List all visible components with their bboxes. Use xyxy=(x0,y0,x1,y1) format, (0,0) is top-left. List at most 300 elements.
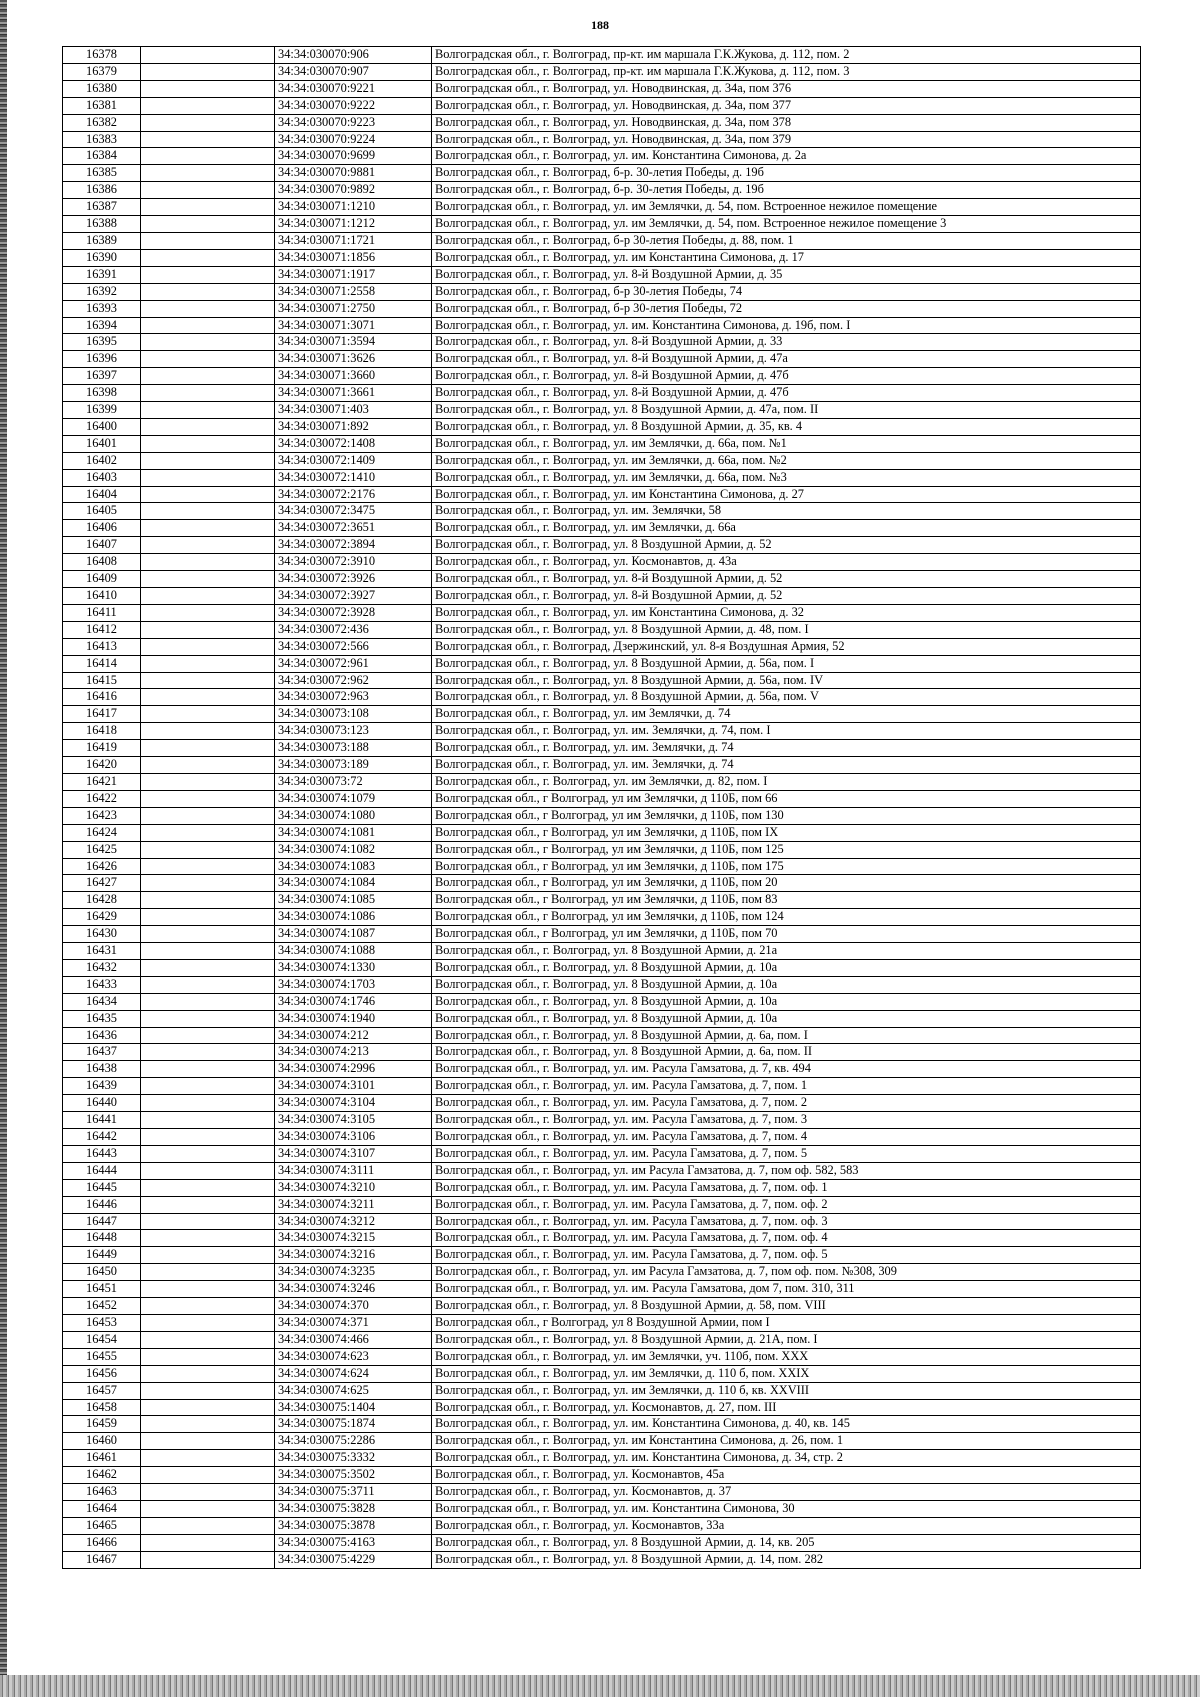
table-row xyxy=(63,317,1141,334)
address-cell: Волгоградская обл., г. Волгоград, ул. им Землячки, д. 66а, пом. №1 xyxy=(432,435,1141,452)
address-cell: Волгоградская обл., г. Волгоград, пр-кт. им маршала Г.К.Жукова, д. 112, пом. 3 xyxy=(432,63,1141,80)
cadastral-number-cell: 34:34:030074:212 xyxy=(275,1027,432,1044)
table-row xyxy=(63,537,1141,554)
empty-cell xyxy=(141,351,275,368)
empty-cell xyxy=(141,520,275,537)
address-cell: Волгоградская обл., г Волгоград, ул им Землячки, д 110Б, пом 125 xyxy=(432,841,1141,858)
empty-cell xyxy=(141,418,275,435)
table-row xyxy=(63,486,1141,503)
empty-cell xyxy=(141,402,275,419)
row-number-cell: 16383 xyxy=(63,131,141,148)
row-number-cell: 16393 xyxy=(63,300,141,317)
cadastral-number-cell: 34:34:030072:3475 xyxy=(275,503,432,520)
row-number-cell: 16406 xyxy=(63,520,141,537)
empty-cell xyxy=(141,909,275,926)
table-row xyxy=(63,1500,1141,1517)
address-cell: Волгоградская обл., г. Волгоград, ул. им Землячки, д. 82, пом. I xyxy=(432,773,1141,790)
row-number-cell: 16421 xyxy=(63,773,141,790)
address-cell: Волгоградская обл., г. Волгоград, б-р 30-летия Победы, 74 xyxy=(432,283,1141,300)
empty-cell xyxy=(141,131,275,148)
table-row xyxy=(63,216,1141,233)
empty-cell xyxy=(141,638,275,655)
cadastral-number-cell: 34:34:030070:9222 xyxy=(275,97,432,114)
table-row xyxy=(63,1314,1141,1331)
address-cell: Волгоградская обл., г. Волгоград, ул. им. Константина Симонова, д. 19б, пом. I xyxy=(432,317,1141,334)
table-row xyxy=(63,503,1141,520)
address-cell: Волгоградская обл., г. Волгоград, ул. Космонавтов, д. 37 xyxy=(432,1484,1141,1501)
table-row xyxy=(63,655,1141,672)
table-row xyxy=(63,1298,1141,1315)
address-cell: Волгоградская обл., г. Волгоград, ул. им. Расула Гамзатова, д. 7, пом. оф. 2 xyxy=(432,1196,1141,1213)
row-number-cell: 16392 xyxy=(63,283,141,300)
table-row xyxy=(63,554,1141,571)
address-cell: Волгоградская обл., г. Волгоград, ул. 8 Воздушной Армии, д. 6а, пом. I xyxy=(432,1027,1141,1044)
address-cell: Волгоградская обл., г. Волгоград, ул. им Константина Симонова, д. 26, пом. 1 xyxy=(432,1433,1141,1450)
cadastral-number-cell: 34:34:030070:9892 xyxy=(275,182,432,199)
cadastral-number-cell: 34:34:030074:3106 xyxy=(275,1129,432,1146)
cadastral-number-cell: 34:34:030070:9224 xyxy=(275,131,432,148)
address-cell: Волгоградская обл., г. Волгоград, ул. 8 Воздушной Армии, д. 21А, пом. I xyxy=(432,1331,1141,1348)
cadastral-number-cell: 34:34:030072:962 xyxy=(275,672,432,689)
row-number-cell: 16457 xyxy=(63,1382,141,1399)
row-number-cell: 16419 xyxy=(63,740,141,757)
scan-edge-bottom xyxy=(0,1675,1200,1697)
cadastral-number-cell: 34:34:030075:3828 xyxy=(275,1500,432,1517)
row-number-cell: 16401 xyxy=(63,435,141,452)
cadastral-number-cell: 34:34:030071:892 xyxy=(275,418,432,435)
cadastral-number-cell: 34:34:030074:3111 xyxy=(275,1162,432,1179)
row-number-cell: 16395 xyxy=(63,334,141,351)
table-row xyxy=(63,232,1141,249)
empty-cell xyxy=(141,469,275,486)
table-row xyxy=(63,520,1141,537)
empty-cell xyxy=(141,621,275,638)
empty-cell xyxy=(141,740,275,757)
address-cell: Волгоградская обл., г Волгоград, ул им Землячки, д 110Б, пом 130 xyxy=(432,807,1141,824)
address-cell: Волгоградская обл., г. Волгоград, ул. им. Расула Гамзатова, д. 7, пом. оф. 4 xyxy=(432,1230,1141,1247)
address-cell: Волгоградская обл., г. Волгоград, ул. Космонавтов, д. 27, пом. III xyxy=(432,1399,1141,1416)
address-cell: Волгоградская обл., г. Волгоград, ул. Космонавтов, 45а xyxy=(432,1467,1141,1484)
address-cell: Волгоградская обл., г. Волгоград, ул. им. Расула Гамзатова, д. 7, пом. оф. 1 xyxy=(432,1179,1141,1196)
cadastral-number-cell: 34:34:030073:189 xyxy=(275,757,432,774)
table-row xyxy=(63,943,1141,960)
address-cell: Волгоградская обл., г. Волгоград, ул. Новодвинская, д. 34а, пом 377 xyxy=(432,97,1141,114)
registry-table-body xyxy=(63,47,1141,1569)
cadastral-number-cell: 34:34:030072:1410 xyxy=(275,469,432,486)
table-row xyxy=(63,1061,1141,1078)
empty-cell xyxy=(141,1450,275,1467)
empty-cell xyxy=(141,368,275,385)
cadastral-number-cell: 34:34:030074:1087 xyxy=(275,926,432,943)
row-number-cell: 16399 xyxy=(63,402,141,419)
empty-cell xyxy=(141,182,275,199)
table-row xyxy=(63,1078,1141,1095)
table-row xyxy=(63,1382,1141,1399)
empty-cell xyxy=(141,706,275,723)
row-number-cell: 16382 xyxy=(63,114,141,131)
empty-cell xyxy=(141,959,275,976)
address-cell: Волгоградская обл., г. Волгоград, ул. 8-й Воздушной Армии, д. 47б xyxy=(432,368,1141,385)
address-cell: Волгоградская обл., г. Волгоград, ул. 8 Воздушной Армии, д. 14, пом. 282 xyxy=(432,1551,1141,1568)
table-row xyxy=(63,402,1141,419)
address-cell: Волгоградская обл., г. Волгоград, ул. им Землячки, д. 66а xyxy=(432,520,1141,537)
empty-cell xyxy=(141,571,275,588)
empty-cell xyxy=(141,334,275,351)
cadastral-number-cell: 34:34:030074:3107 xyxy=(275,1145,432,1162)
empty-cell xyxy=(141,503,275,520)
row-number-cell: 16389 xyxy=(63,232,141,249)
address-cell: Волгоградская обл., г. Волгоград, ул. Новодвинская, д. 34а, пом 376 xyxy=(432,80,1141,97)
row-number-cell: 16441 xyxy=(63,1112,141,1129)
address-cell: Волгоградская обл., г. Волгоград, ул. им Землячки, д. 66а, пом. №3 xyxy=(432,469,1141,486)
row-number-cell: 16456 xyxy=(63,1365,141,1382)
address-cell: Волгоградская обл., г. Волгоград, ул. 8 Воздушной Армии, д. 35, кв. 4 xyxy=(432,418,1141,435)
cadastral-number-cell: 34:34:030073:188 xyxy=(275,740,432,757)
address-cell: Волгоградская обл., г. Волгоград, ул. им Расула Гамзатова, д. 7, пом оф. пом. №308, 309 xyxy=(432,1264,1141,1281)
address-cell: Волгоградская обл., г. Волгоград, ул. 8 Воздушной Армии, д. 47а, пом. II xyxy=(432,402,1141,419)
row-number-cell: 16454 xyxy=(63,1331,141,1348)
address-cell: Волгоградская обл., г. Волгоград, ул. 8-й Воздушной Армии, д. 52 xyxy=(432,588,1141,605)
row-number-cell: 16405 xyxy=(63,503,141,520)
address-cell: Волгоградская обл., г. Волгоград, ул. им Землячки, д. 110 б, кв. XXVIII xyxy=(432,1382,1141,1399)
empty-cell xyxy=(141,1517,275,1534)
cadastral-number-cell: 34:34:030072:3926 xyxy=(275,571,432,588)
empty-cell xyxy=(141,148,275,165)
cadastral-number-cell: 34:34:030075:3711 xyxy=(275,1484,432,1501)
empty-cell xyxy=(141,926,275,943)
row-number-cell: 16438 xyxy=(63,1061,141,1078)
cadastral-number-cell: 34:34:030070:9881 xyxy=(275,165,432,182)
table-row xyxy=(63,1416,1141,1433)
row-number-cell: 16439 xyxy=(63,1078,141,1095)
cadastral-number-cell: 34:34:030074:623 xyxy=(275,1348,432,1365)
table-row xyxy=(63,1517,1141,1534)
row-number-cell: 16416 xyxy=(63,689,141,706)
row-number-cell: 16449 xyxy=(63,1247,141,1264)
cadastral-number-cell: 34:34:030070:906 xyxy=(275,47,432,64)
address-cell: Волгоградская обл., г. Волгоград, б-р. 30-летия Победы, д. 19б xyxy=(432,165,1141,182)
empty-cell xyxy=(141,807,275,824)
row-number-cell: 16390 xyxy=(63,249,141,266)
table-row xyxy=(63,1365,1141,1382)
table-row xyxy=(63,334,1141,351)
table-row xyxy=(63,706,1141,723)
table-row xyxy=(63,165,1141,182)
empty-cell xyxy=(141,1061,275,1078)
table-row xyxy=(63,283,1141,300)
empty-cell xyxy=(141,604,275,621)
table-row xyxy=(63,1230,1141,1247)
empty-cell xyxy=(141,266,275,283)
table-row xyxy=(63,1010,1141,1027)
empty-cell xyxy=(141,1365,275,1382)
empty-cell xyxy=(141,63,275,80)
table-row xyxy=(63,1331,1141,1348)
table-row xyxy=(63,993,1141,1010)
table-row xyxy=(63,114,1141,131)
empty-cell xyxy=(141,232,275,249)
address-cell: Волгоградская обл., г. Волгоград, ул. 8-й Воздушной Армии, д. 33 xyxy=(432,334,1141,351)
address-cell: Волгоградская обл., г. Волгоград, ул. им Землячки, д. 54, пом. Встроенное нежилое помещение 3 xyxy=(432,216,1141,233)
table-row xyxy=(63,1095,1141,1112)
address-cell: Волгоградская обл., г. Волгоград, ул. им. Константина Симонова, д. 2а xyxy=(432,148,1141,165)
row-number-cell: 16394 xyxy=(63,317,141,334)
table-row xyxy=(63,452,1141,469)
table-row xyxy=(63,1467,1141,1484)
row-number-cell: 16442 xyxy=(63,1129,141,1146)
table-row xyxy=(63,249,1141,266)
row-number-cell: 16403 xyxy=(63,469,141,486)
empty-cell xyxy=(141,655,275,672)
row-number-cell: 16463 xyxy=(63,1484,141,1501)
row-number-cell: 16420 xyxy=(63,757,141,774)
empty-cell xyxy=(141,757,275,774)
row-number-cell: 16413 xyxy=(63,638,141,655)
cadastral-number-cell: 34:34:030074:2996 xyxy=(275,1061,432,1078)
table-row xyxy=(63,418,1141,435)
row-number-cell: 16391 xyxy=(63,266,141,283)
address-cell: Волгоградская обл., г. Волгоград, ул. Новодвинская, д. 34а, пом 379 xyxy=(432,131,1141,148)
row-number-cell: 16415 xyxy=(63,672,141,689)
empty-cell xyxy=(141,1298,275,1315)
table-row xyxy=(63,1281,1141,1298)
empty-cell xyxy=(141,1467,275,1484)
empty-cell xyxy=(141,317,275,334)
row-number-cell: 16467 xyxy=(63,1551,141,1568)
row-number-cell: 16429 xyxy=(63,909,141,926)
page-number: 188 xyxy=(591,18,609,32)
row-number-cell: 16404 xyxy=(63,486,141,503)
address-cell: Волгоградская обл., г. Волгоград, ул. 8-й Воздушной Армии, д. 47б xyxy=(432,385,1141,402)
cadastral-number-cell: 34:34:030075:3878 xyxy=(275,1517,432,1534)
empty-cell xyxy=(141,689,275,706)
table-row xyxy=(63,807,1141,824)
row-number-cell: 16384 xyxy=(63,148,141,165)
row-number-cell: 16437 xyxy=(63,1044,141,1061)
address-cell: Волгоградская обл., г. Волгоград, ул. им. Константина Симонова, д. 40, кв. 145 xyxy=(432,1416,1141,1433)
cadastral-number-cell: 34:34:030074:1080 xyxy=(275,807,432,824)
empty-cell xyxy=(141,976,275,993)
cadastral-number-cell: 34:34:030071:3660 xyxy=(275,368,432,385)
cadastral-number-cell: 34:34:030071:1210 xyxy=(275,199,432,216)
empty-cell xyxy=(141,486,275,503)
table-row xyxy=(63,97,1141,114)
table-row xyxy=(63,1399,1141,1416)
cadastral-number-cell: 34:34:030074:3104 xyxy=(275,1095,432,1112)
empty-cell xyxy=(141,824,275,841)
address-cell: Волгоградская обл., г. Волгоград, ул. 8 Воздушной Армии, д. 56а, пом. V xyxy=(432,689,1141,706)
cadastral-number-cell: 34:34:030072:3928 xyxy=(275,604,432,621)
empty-cell xyxy=(141,165,275,182)
empty-cell xyxy=(141,1129,275,1146)
empty-cell xyxy=(141,1416,275,1433)
address-cell: Волгоградская обл., г. Волгоград, ул. им. Расула Гамзатова, д. 7, пом. оф. 5 xyxy=(432,1247,1141,1264)
table-row xyxy=(63,1264,1141,1281)
row-number-cell: 16443 xyxy=(63,1145,141,1162)
row-number-cell: 16411 xyxy=(63,604,141,621)
address-cell: Волгоградская обл., г Волгоград, ул им Землячки, д 110Б, пом IX xyxy=(432,824,1141,841)
table-row xyxy=(63,1162,1141,1179)
table-row xyxy=(63,1433,1141,1450)
empty-cell xyxy=(141,47,275,64)
empty-cell xyxy=(141,300,275,317)
row-number-cell: 16385 xyxy=(63,165,141,182)
empty-cell xyxy=(141,1331,275,1348)
row-number-cell: 16418 xyxy=(63,723,141,740)
empty-cell xyxy=(141,1145,275,1162)
row-number-cell: 16455 xyxy=(63,1348,141,1365)
cadastral-number-cell: 34:34:030074:625 xyxy=(275,1382,432,1399)
row-number-cell: 16424 xyxy=(63,824,141,841)
address-cell: Волгоградская обл., г. Волгоград, ул. 8 Воздушной Армии, д. 6а, пом. II xyxy=(432,1044,1141,1061)
cadastral-number-cell: 34:34:030074:466 xyxy=(275,1331,432,1348)
row-number-cell: 16386 xyxy=(63,182,141,199)
address-cell: Волгоградская обл., г. Волгоград, ул. им. Расула Гамзатова, дом 7, пом. 310, 311 xyxy=(432,1281,1141,1298)
address-cell: Волгоградская обл., г. Волгоград, ул. им. Землячки, 58 xyxy=(432,503,1141,520)
empty-cell xyxy=(141,452,275,469)
address-cell: Волгоградская обл., г. Волгоград, ул. им Константина Симонова, д. 32 xyxy=(432,604,1141,621)
empty-cell xyxy=(141,249,275,266)
empty-cell xyxy=(141,1112,275,1129)
row-number-cell: 16378 xyxy=(63,47,141,64)
address-cell: Волгоградская обл., г. Волгоград, б-р 30-летия Победы, д. 88, пом. 1 xyxy=(432,232,1141,249)
cadastral-number-cell: 34:34:030071:2750 xyxy=(275,300,432,317)
cadastral-number-cell: 34:34:030074:1085 xyxy=(275,892,432,909)
table-row xyxy=(63,1145,1141,1162)
empty-cell xyxy=(141,1484,275,1501)
row-number-cell: 16444 xyxy=(63,1162,141,1179)
table-row xyxy=(63,959,1141,976)
table-row xyxy=(63,571,1141,588)
row-number-cell: 16446 xyxy=(63,1196,141,1213)
row-number-cell: 16459 xyxy=(63,1416,141,1433)
row-number-cell: 16445 xyxy=(63,1179,141,1196)
address-cell: Волгоградская обл., г. Волгоград, б-р 30-летия Победы, 72 xyxy=(432,300,1141,317)
address-cell: Волгоградская обл., г. Волгоград, ул. им. Расула Гамзатова, д. 7, пом. 2 xyxy=(432,1095,1141,1112)
empty-cell xyxy=(141,1179,275,1196)
row-number-cell: 16379 xyxy=(63,63,141,80)
table-row xyxy=(63,1450,1141,1467)
cadastral-number-cell: 34:34:030074:3210 xyxy=(275,1179,432,1196)
cadastral-number-cell: 34:34:030070:907 xyxy=(275,63,432,80)
address-cell: Волгоградская обл., г. Волгоград, ул. им Константина Симонова, д. 27 xyxy=(432,486,1141,503)
empty-cell xyxy=(141,875,275,892)
empty-cell xyxy=(141,97,275,114)
table-row xyxy=(63,875,1141,892)
table-row xyxy=(63,909,1141,926)
empty-cell xyxy=(141,1078,275,1095)
empty-cell xyxy=(141,283,275,300)
row-number-cell: 16440 xyxy=(63,1095,141,1112)
cadastral-number-cell: 34:34:030071:3661 xyxy=(275,385,432,402)
empty-cell xyxy=(141,1027,275,1044)
address-cell: Волгоградская обл., г Волгоград, ул 8 Воздушной Армии, пом I xyxy=(432,1314,1141,1331)
cadastral-number-cell: 34:34:030074:370 xyxy=(275,1298,432,1315)
row-number-cell: 16409 xyxy=(63,571,141,588)
table-row xyxy=(63,926,1141,943)
empty-cell xyxy=(141,1264,275,1281)
row-number-cell: 16432 xyxy=(63,959,141,976)
table-row xyxy=(63,672,1141,689)
row-number-cell: 16396 xyxy=(63,351,141,368)
cadastral-number-cell: 34:34:030074:3215 xyxy=(275,1230,432,1247)
table-row xyxy=(63,1247,1141,1264)
address-cell: Волгоградская обл., г. Волгоград, ул. им. Расула Гамзатова, д. 7, пом. 3 xyxy=(432,1112,1141,1129)
empty-cell xyxy=(141,588,275,605)
empty-cell xyxy=(141,216,275,233)
table-row xyxy=(63,824,1141,841)
row-number-cell: 16417 xyxy=(63,706,141,723)
table-row xyxy=(63,1484,1141,1501)
table-row xyxy=(63,1551,1141,1568)
cadastral-number-cell: 34:34:030074:3105 xyxy=(275,1112,432,1129)
row-number-cell: 16408 xyxy=(63,554,141,571)
table-row xyxy=(63,621,1141,638)
table-row xyxy=(63,1213,1141,1230)
cadastral-number-cell: 34:34:030075:2286 xyxy=(275,1433,432,1450)
empty-cell xyxy=(141,993,275,1010)
address-cell: Волгоградская обл., г. Волгоград, ул. Космонавтов, 33а xyxy=(432,1517,1141,1534)
address-cell: Волгоградская обл., г. Волгоград, пр-кт. им маршала Г.К.Жукова, д. 112, пом. 2 xyxy=(432,47,1141,64)
cadastral-number-cell: 34:34:030074:1746 xyxy=(275,993,432,1010)
address-cell: Волгоградская обл., г. Волгоград, ул. 8-й Воздушной Армии, д. 35 xyxy=(432,266,1141,283)
address-cell: Волгоградская обл., г. Волгоград, ул. им Землячки, уч. 110б, пом. XXX xyxy=(432,1348,1141,1365)
cadastral-number-cell: 34:34:030072:961 xyxy=(275,655,432,672)
cadastral-number-cell: 34:34:030071:2558 xyxy=(275,283,432,300)
row-number-cell: 16398 xyxy=(63,385,141,402)
empty-cell xyxy=(141,1010,275,1027)
table-row xyxy=(63,368,1141,385)
row-number-cell: 16380 xyxy=(63,80,141,97)
table-row xyxy=(63,47,1141,64)
row-number-cell: 16412 xyxy=(63,621,141,638)
cadastral-number-cell: 34:34:030074:1330 xyxy=(275,959,432,976)
empty-cell xyxy=(141,80,275,97)
address-cell: Волгоградская обл., г. Волгоград, ул. Новодвинская, д. 34а, пом 378 xyxy=(432,114,1141,131)
cadastral-number-cell: 34:34:030075:4229 xyxy=(275,1551,432,1568)
empty-cell xyxy=(141,892,275,909)
table-row xyxy=(63,976,1141,993)
row-number-cell: 16426 xyxy=(63,858,141,875)
cadastral-number-cell: 34:34:030071:3594 xyxy=(275,334,432,351)
address-cell: Волгоградская обл., г. Волгоград, ул. им. Константина Симонова, д. 34, стр. 2 xyxy=(432,1450,1141,1467)
cadastral-number-cell: 34:34:030072:3927 xyxy=(275,588,432,605)
cadastral-number-cell: 34:34:030072:963 xyxy=(275,689,432,706)
empty-cell xyxy=(141,1196,275,1213)
row-number-cell: 16402 xyxy=(63,452,141,469)
row-number-cell: 16460 xyxy=(63,1433,141,1450)
address-cell: Волгоградская обл., г. Волгоград, ул. 8 Воздушной Армии, д. 56а, пом. IV xyxy=(432,672,1141,689)
table-row xyxy=(63,435,1141,452)
address-cell: Волгоградская обл., г. Волгоград, ул. им. Константина Симонова, 30 xyxy=(432,1500,1141,1517)
scan-edge-left xyxy=(0,0,7,1697)
empty-cell xyxy=(141,1551,275,1568)
table-row xyxy=(63,1348,1141,1365)
address-cell: Волгоградская обл., г. Волгоград, ул. им. Землячки, д. 74 xyxy=(432,757,1141,774)
empty-cell xyxy=(141,943,275,960)
address-cell: Волгоградская обл., г. Волгоград, ул. 8-й Воздушной Армии, д. 52 xyxy=(432,571,1141,588)
empty-cell xyxy=(141,1281,275,1298)
table-row xyxy=(63,1027,1141,1044)
address-cell: Волгоградская обл., г. Волгоград, ул. им Землячки, д. 74 xyxy=(432,706,1141,723)
cadastral-number-cell: 34:34:030071:3071 xyxy=(275,317,432,334)
address-cell: Волгоградская обл., г. Волгоград, ул. 8 Воздушной Армии, д. 10а xyxy=(432,993,1141,1010)
registry-table xyxy=(62,46,1141,1569)
address-cell: Волгоградская обл., г. Волгоград, ул. 8-й Воздушной Армии, д. 47а xyxy=(432,351,1141,368)
empty-cell xyxy=(141,1500,275,1517)
cadastral-number-cell: 34:34:030074:1940 xyxy=(275,1010,432,1027)
table-row xyxy=(63,182,1141,199)
